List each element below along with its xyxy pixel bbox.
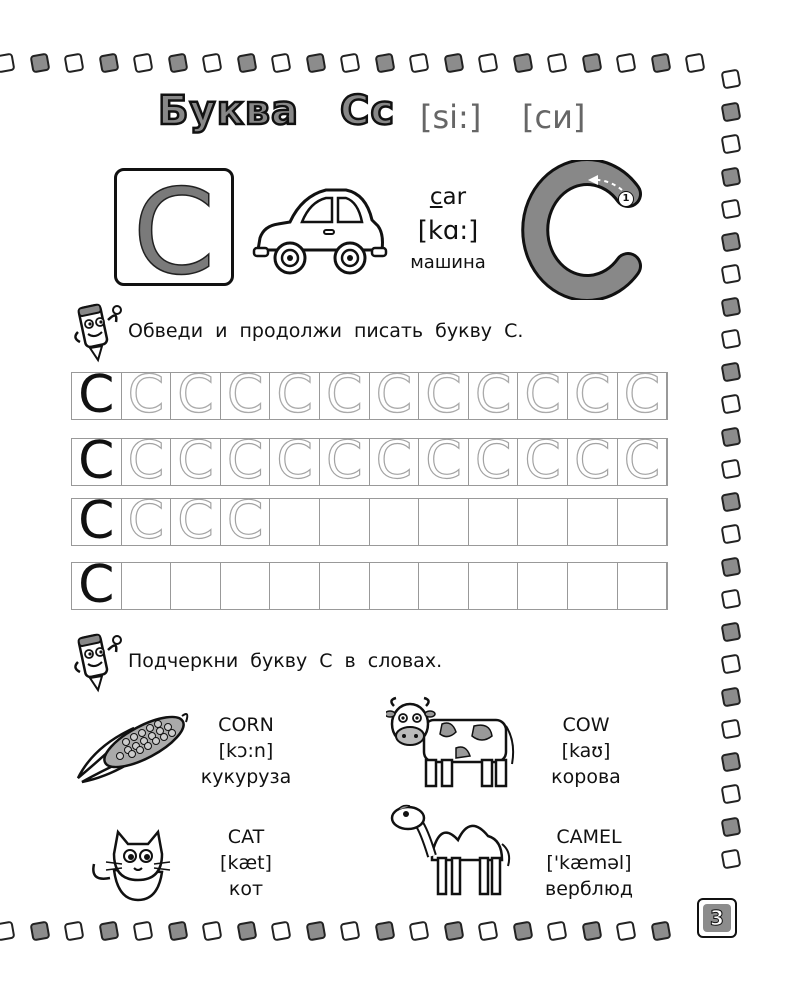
- practice-row: [71, 555, 668, 615]
- border-square: [167, 921, 188, 942]
- big-letter: С: [132, 163, 216, 301]
- title-word: Буква: [158, 88, 300, 134]
- practice-cell[interactable]: [370, 563, 420, 609]
- border-square: [305, 53, 326, 74]
- practice-letter: C: [474, 365, 512, 425]
- border-square: [721, 329, 742, 350]
- practice-row: [71, 491, 668, 551]
- border-square: [721, 556, 742, 577]
- practice-cell[interactable]: [320, 365, 370, 425]
- practice-letter: C: [78, 491, 115, 551]
- word-card-corn: [196, 712, 296, 790]
- border-square: [202, 53, 223, 74]
- border-square: [29, 53, 50, 74]
- word-transcription: [kæt]: [220, 852, 272, 874]
- practice-letter: C: [425, 431, 462, 491]
- border-square: [721, 264, 742, 285]
- border-square: [547, 53, 568, 74]
- practice-letter: C: [226, 431, 264, 491]
- practice-cell[interactable]: [469, 563, 519, 609]
- example-transcription: [kɑ:]: [417, 216, 479, 246]
- instruction-underline: Подчеркни букву С в словах.: [128, 650, 443, 672]
- practice-letter: C: [375, 365, 413, 425]
- border-square: [98, 53, 119, 74]
- border-square: [202, 921, 223, 942]
- border-square: [271, 53, 292, 74]
- word-text: CAMEL: [556, 826, 622, 848]
- border-square: [478, 921, 499, 942]
- practice-letter: C: [574, 431, 611, 491]
- practice-cell[interactable]: [469, 431, 519, 491]
- practice-cell[interactable]: [419, 499, 469, 545]
- practice-cell[interactable]: [568, 499, 618, 545]
- practice-row: [71, 431, 668, 491]
- border-square: [374, 921, 395, 942]
- border-square: [478, 53, 499, 74]
- border-square: [547, 921, 568, 942]
- word-card-cow: [536, 712, 636, 790]
- practice-cell[interactable]: [320, 563, 370, 609]
- practice-letter: C: [78, 555, 115, 615]
- practice-cell[interactable]: [370, 499, 420, 545]
- border-square: [236, 53, 257, 74]
- practice-letter: C: [326, 365, 363, 425]
- example-word-first-letter: c: [429, 184, 443, 210]
- practice-letter: C: [524, 431, 561, 491]
- practice-cell[interactable]: [419, 365, 469, 425]
- border-square: [98, 921, 119, 942]
- practice-cell[interactable]: [469, 365, 519, 425]
- practice-cell[interactable]: [618, 563, 668, 609]
- practice-cell[interactable]: [171, 431, 221, 491]
- example-word-rest: ar: [442, 184, 467, 210]
- title-letters: Сс: [340, 88, 396, 134]
- practice-cell[interactable]: [171, 563, 221, 609]
- practice-letter: C: [78, 431, 115, 491]
- border-square: [721, 361, 742, 382]
- border-square: [374, 53, 395, 74]
- phonetic-russian: [си]: [522, 98, 586, 136]
- border-square: [721, 166, 742, 187]
- border-square: [512, 921, 533, 942]
- practice-cell[interactable]: [270, 563, 320, 609]
- border-square: [685, 53, 706, 74]
- practice-cell[interactable]: [270, 431, 320, 491]
- instruction-trace: Обведи и продолжи писать букву С.: [128, 320, 524, 342]
- practice-cell[interactable]: [221, 365, 271, 425]
- practice-letter: C: [623, 431, 661, 491]
- border-square: [409, 53, 430, 74]
- word-text: CORN: [218, 714, 274, 736]
- border-square: [0, 53, 15, 74]
- word-transcription: ['kæməl]: [546, 852, 632, 874]
- border-square: [721, 686, 742, 707]
- border-square: [409, 921, 430, 942]
- border-square: [721, 199, 742, 220]
- practice-cell[interactable]: [518, 563, 568, 609]
- border-square: [133, 921, 154, 942]
- border-square: [721, 134, 742, 155]
- stroke-direction-letter: [518, 160, 648, 300]
- practice-cell[interactable]: [72, 431, 122, 491]
- border-square: [581, 921, 602, 942]
- corn-icon: [74, 706, 194, 786]
- word-card-camel: [534, 824, 644, 902]
- practice-row: [71, 365, 668, 425]
- practice-letter: C: [326, 431, 363, 491]
- practice-cell[interactable]: [122, 563, 172, 609]
- practice-cell[interactable]: [618, 499, 668, 545]
- border-square: [616, 921, 637, 942]
- border-square: [64, 921, 85, 942]
- practice-cell[interactable]: [122, 431, 172, 491]
- word-card-cat: [196, 824, 296, 902]
- practice-letter: C: [127, 431, 165, 491]
- border-square: [721, 654, 742, 675]
- border-square: [650, 921, 671, 942]
- practice-cell[interactable]: [221, 563, 271, 609]
- border-square: [721, 426, 742, 447]
- border-square: [721, 296, 742, 317]
- practice-cell[interactable]: [370, 431, 420, 491]
- practice-letter: C: [276, 365, 313, 425]
- practice-letter: C: [375, 431, 413, 491]
- practice-cell[interactable]: [518, 499, 568, 545]
- border-square: [721, 589, 742, 610]
- practice-letter: C: [623, 365, 661, 425]
- car-icon: [250, 178, 390, 278]
- pencil-mascot-icon: [72, 302, 126, 364]
- stroke-number-badge: 1: [618, 191, 634, 207]
- word-transcription: [kɔ:n]: [218, 740, 274, 762]
- practice-cell[interactable]: [419, 431, 469, 491]
- border-square: [721, 394, 742, 415]
- example-word: [408, 184, 488, 210]
- border-square: [721, 816, 742, 837]
- practice-letter: C: [177, 431, 214, 491]
- border-square: [581, 53, 602, 74]
- border-square: [29, 921, 50, 942]
- word-text: CAT: [227, 826, 265, 848]
- border-square: [443, 53, 464, 74]
- practice-cell[interactable]: [568, 365, 618, 425]
- phonetic-english: [si:]: [420, 98, 482, 136]
- practice-letter: C: [177, 491, 214, 551]
- practice-letter: C: [524, 365, 561, 425]
- word-translation: верблюд: [545, 878, 633, 900]
- practice-letter: C: [474, 431, 512, 491]
- border-square: [721, 101, 742, 122]
- practice-cell[interactable]: [270, 365, 320, 425]
- practice-letter: C: [127, 491, 165, 551]
- practice-cell[interactable]: [568, 431, 618, 491]
- word-translation: кот: [228, 878, 264, 900]
- border-square: [64, 53, 85, 74]
- border-square: [721, 69, 742, 90]
- page-number: 3: [703, 904, 731, 932]
- practice-cell[interactable]: [122, 491, 172, 551]
- practice-cell[interactable]: [72, 365, 122, 425]
- border-square: [0, 921, 15, 942]
- border-square: [443, 921, 464, 942]
- word-translation: кукуруза: [200, 766, 292, 788]
- border-square: [167, 53, 188, 74]
- border-square: [721, 849, 742, 870]
- practice-cell[interactable]: [518, 365, 568, 425]
- practice-cell[interactable]: [171, 491, 221, 551]
- practice-letter: C: [127, 365, 165, 425]
- word-text: COW: [562, 714, 610, 736]
- pencil-mascot-icon: [72, 632, 126, 694]
- practice-cell[interactable]: [419, 563, 469, 609]
- big-letter-box: [114, 163, 234, 301]
- border-square: [271, 921, 292, 942]
- border-square: [236, 921, 257, 942]
- practice-letter: C: [425, 365, 462, 425]
- practice-cell[interactable]: [122, 365, 172, 425]
- practice-cell[interactable]: [618, 431, 668, 491]
- practice-cell[interactable]: [270, 499, 320, 545]
- practice-cell[interactable]: [72, 555, 122, 615]
- practice-letter: C: [226, 491, 264, 551]
- border-square: [133, 53, 154, 74]
- border-square: [616, 53, 637, 74]
- word-transcription: [kaʊ]: [561, 740, 611, 762]
- border-square: [721, 751, 742, 772]
- word-translation: корова: [551, 766, 621, 788]
- border-square: [721, 784, 742, 805]
- border-square: [650, 53, 671, 74]
- cow-icon: [386, 692, 520, 792]
- border-square: [305, 921, 326, 942]
- practice-cell[interactable]: [370, 365, 420, 425]
- practice-cell[interactable]: [469, 499, 519, 545]
- practice-cell[interactable]: [320, 431, 370, 491]
- practice-cell[interactable]: [320, 499, 370, 545]
- practice-letter: C: [226, 365, 264, 425]
- page-number-badge: [697, 898, 737, 938]
- practice-letter: C: [574, 365, 611, 425]
- cat-icon: [88, 820, 188, 904]
- border-square: [721, 524, 742, 545]
- practice-cell[interactable]: [568, 563, 618, 609]
- practice-cell[interactable]: [72, 491, 122, 551]
- border-square: [721, 231, 742, 252]
- border-square: [340, 921, 361, 942]
- border-square: [721, 491, 742, 512]
- practice-cell[interactable]: [221, 431, 271, 491]
- border-square: [721, 459, 742, 480]
- border-square: [721, 621, 742, 642]
- practice-cell[interactable]: [518, 431, 568, 491]
- practice-cell[interactable]: [221, 491, 271, 551]
- practice-letter: C: [177, 365, 214, 425]
- border-square: [512, 53, 533, 74]
- border-square: [721, 719, 742, 740]
- practice-cell[interactable]: [171, 365, 221, 425]
- practice-letter: C: [276, 431, 313, 491]
- example-translation: машина: [410, 252, 486, 273]
- practice-letter: C: [78, 365, 115, 425]
- border-square: [340, 53, 361, 74]
- camel-icon: [384, 800, 520, 900]
- practice-cell[interactable]: [618, 365, 668, 425]
